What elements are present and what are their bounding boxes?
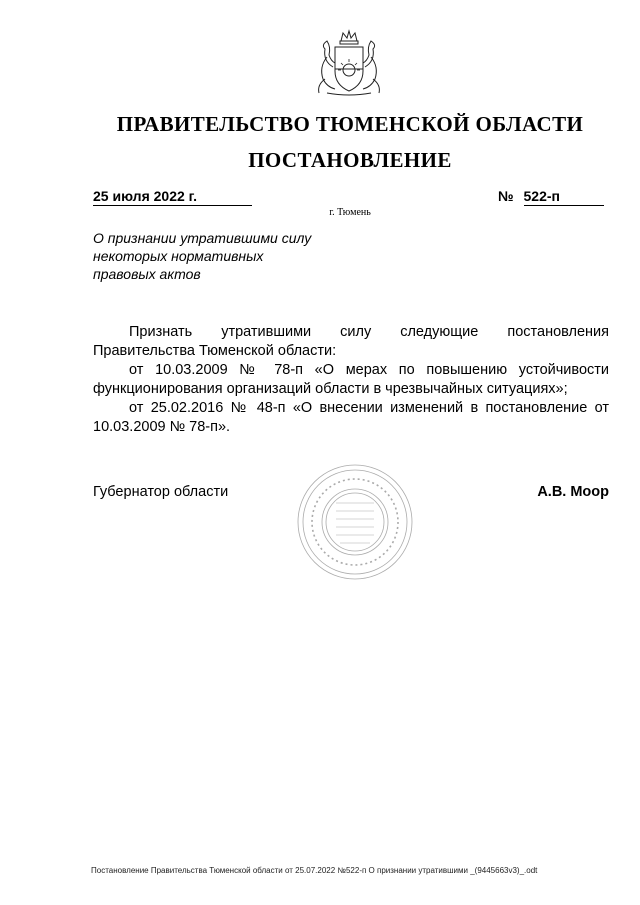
- signatory-title: Губернатор области: [93, 484, 229, 500]
- body-paragraph: от 25.02.2016 № 48-п «О внесении изменений в постановление от 10.03.2009 № 78-п».: [93, 400, 609, 435]
- issue-city: г. Тюмень: [329, 207, 371, 218]
- signatory-name: А.В. Моор: [537, 484, 609, 500]
- subject-line: О признании утратившими силу: [93, 230, 312, 246]
- official-seal-icon: [296, 463, 414, 581]
- number-value: 522-п: [524, 188, 604, 206]
- tyumen-coat-of-arms-icon: [305, 27, 393, 99]
- document-number: [498, 188, 604, 206]
- document-subject: [93, 229, 343, 283]
- document-body: [93, 323, 609, 437]
- document-type-title: ПОСТАНОВЛЕНИЕ: [248, 148, 452, 172]
- subject-line: некоторых нормативных: [93, 248, 264, 264]
- government-title: ПРАВИТЕЛЬСТВО ТЮМЕНСКОЙ ОБЛАСТИ: [116, 112, 584, 136]
- document-footer: Постановление Правительства Тюменской области от 25.07.2022 №522-п О признании утратившими _(9445663v3)_.odt: [91, 866, 538, 875]
- body-paragraph: Признать утратившими силу следующие постановления Правительства Тюменской области:: [93, 324, 609, 359]
- document-date: 25 июля 2022 г.: [93, 188, 252, 206]
- subject-line: правовых актов: [93, 266, 201, 282]
- body-paragraph: от 10.03.2009 № 78-п «О мерах по повышению устойчивости функционирования организаций области в чрезвычайных ситуациях»;: [93, 362, 609, 397]
- number-sign: №: [498, 188, 514, 204]
